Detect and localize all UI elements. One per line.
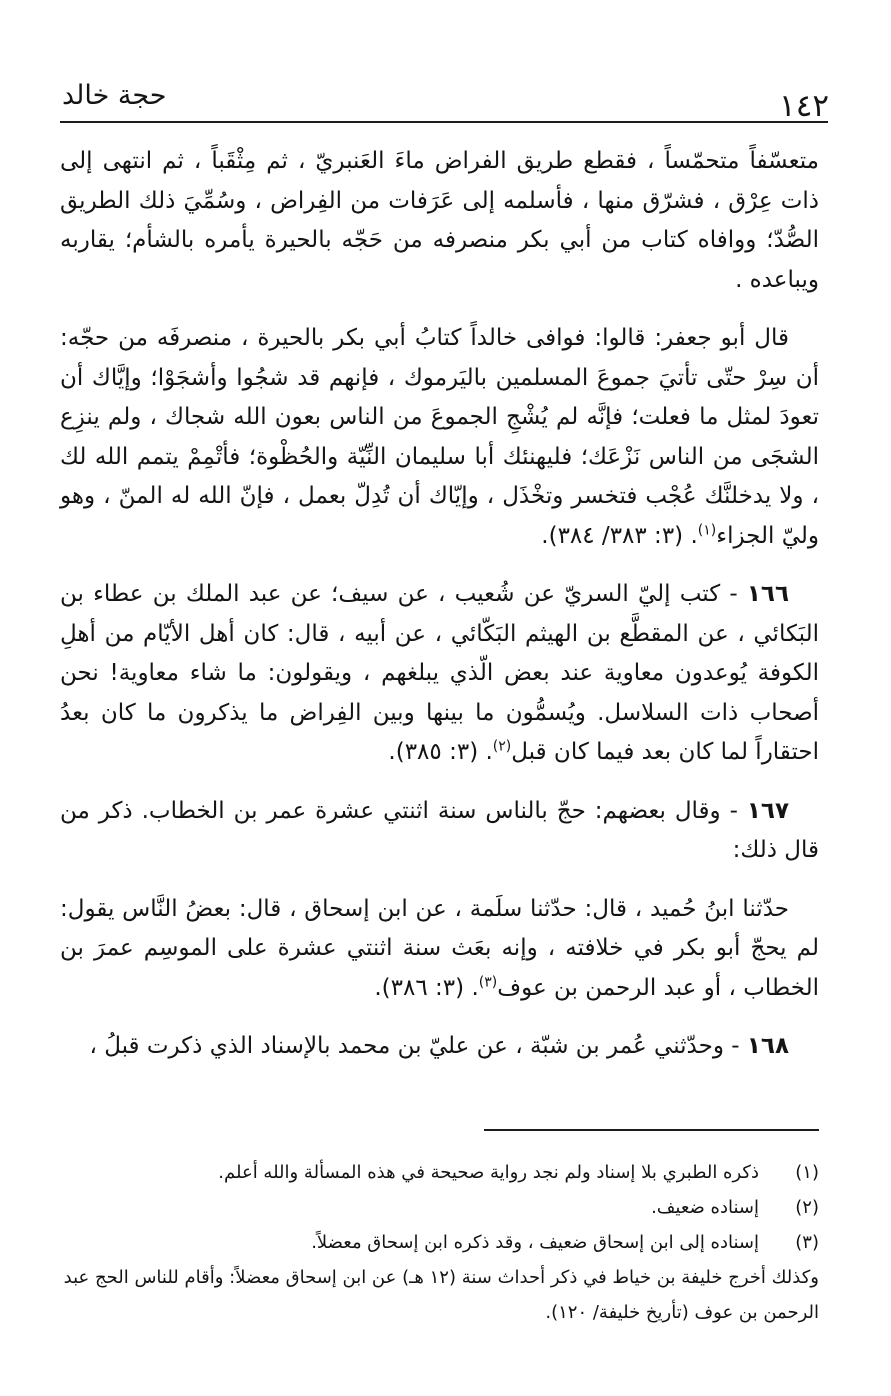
header-rule xyxy=(60,121,828,123)
footnote-ref-1: (١) xyxy=(697,521,717,538)
footnote-rule xyxy=(484,1129,819,1131)
paragraph-5 xyxy=(60,890,819,1009)
paragraph-2-citation: . (٣: ٣٨٣/ ٣٨٤). xyxy=(541,522,698,549)
footnote-number: (٣) xyxy=(795,1232,819,1253)
footnote-number: (١) xyxy=(795,1162,819,1183)
footnote-3 xyxy=(60,1225,819,1260)
main-text xyxy=(60,142,819,1086)
footnote-text: إسناده إلى ابن إسحاق ضعيف ، وقد ذكره ابن إسحاق معضلاً. xyxy=(311,1232,759,1253)
footnote-2 xyxy=(60,1190,819,1225)
entry-167-text: - وقال بعضهم: حجّ بالناس سنة اثنتي عشرة عمر بن الخطاب. ذكر من قال ذلك: xyxy=(60,797,819,863)
entry-166-citation: . (٣: ٣٨٥). xyxy=(388,739,493,765)
entry-167 xyxy=(60,792,819,871)
footnotes xyxy=(60,1155,819,1330)
entry-166 xyxy=(60,575,819,773)
footnote-ref-3: (٣) xyxy=(478,973,498,990)
footnote-text: ذكره الطبري بلا إسناد ولم نجد رواية صحيحة في هذه المسألة والله أعلم. xyxy=(218,1162,759,1183)
paragraph-1 xyxy=(60,142,819,300)
entry-number-168: ١٦٨ xyxy=(746,1033,789,1059)
running-header-title: حجة خالد xyxy=(62,80,167,111)
paragraph-5-citation: . (٣: ٣٨٦). xyxy=(374,974,479,1001)
entry-168-text: - وحدّثني عُمر بن شبّة ، عن عليّ بن محمد بالإسناد الذي ذكرت قبلُ ، xyxy=(89,1033,740,1059)
paragraph-2-text: قال أبو جعفر: قالوا: فوافى خالداً كتابُ أبي بكر بالحيرة ، منصرفَه من حجّه: أن سِرْ حتّى تأتيَ جموعَ المسلمين باليَرموك ، فإنهم قد شجُوا وأشجَوْا؛ وإيَّاك أن تعودَ لمثل ما فعلت؛ فإنَّه لم يُشْجِ الجموعَ من الناس بعون الله شجاك ، ولم ينزِع الشجَى من الناس نَزْعَك؛ فليهنئك أبا سليمان النِّيّة والحُظْوة؛ فأتْمِمْ يتمم الله لك ، ولا يدخلنَّك عُجْب فتخسر وتخْذَل ، وإيّاك أن تُدِلّ بعمل ، فإنّ الله له المنّ ، وهو وليّ الجزاء xyxy=(60,325,819,549)
paragraph-2 xyxy=(60,319,819,556)
footnote-3-continuation: وكذلك أخرج خليفة بن خياط في ذكر أحداث سنة (١٢ هـ) عن ابن إسحاق معضلاً: وأقام للناس الحج عبد الرحمن بن عوف (تأريخ خليفة/ ١٢٠). xyxy=(63,1267,819,1323)
entry-168 xyxy=(60,1027,819,1067)
page-number: ١٤٢ xyxy=(779,88,829,124)
footnote-ref-2: (٢) xyxy=(492,738,512,755)
entry-number-166: ١٦٦ xyxy=(746,581,790,607)
paragraph-5-text: حدّثنا ابنُ حُميد ، قال: حدّثنا سلَمة ، عن ابن إسحاق ، قال: بعضُ النَّاس يقول: لم يحجّ أبو بكر في خلافته ، وإنه بعَث سنة اثنتي عشرة على الموسِم عمرَ بن الخطاب ، أو عبد الرحمن بن عوف xyxy=(60,895,819,1001)
footnote-1 xyxy=(60,1155,819,1190)
footnote-number: (٢) xyxy=(795,1197,819,1218)
footnote-text: إسناده ضعيف. xyxy=(651,1197,759,1218)
entry-number-167: ١٦٧ xyxy=(746,797,789,824)
entry-166-text: - كتب إليّ السريّ عن شُعيب ، عن سيف؛ عن عبد الملك بن عطاء بن البَكائي ، عن المقطَّع بن الهيثم البَكّائي ، عن أبيه ، قال: كان أهل الأيّام من أهلِ الكوفة يُوعدون معاوية عند بعض الّذي يبلغهم ، ويقولون: ما شاء معاوية! نحن أصحاب ذات السلاسل. ويُسمُّون ما بينها وبين الفِراض ما يذكرون ما كان بعدُ احتقاراً لما كان بعد فيما كان قبل xyxy=(60,581,819,765)
paragraph-1-text: متعسّفاً متحمّساً ، فقطع طريق الفراض ماءَ العَنبريّ ، ثم مِثْقَباً ، ثم انتهى إلى ذات عِرْق ، فشرّق منها ، فأسلمه إلى عَرَفات من الفِراض ، وسُمِّيَ ذلك الطريق الصُّدّ؛ ووافاه كتاب من أبي بكر منصرفه من حَجّه بالحيرة يأمره بالشأم؛ يقاربه ويباعده . xyxy=(60,148,819,293)
